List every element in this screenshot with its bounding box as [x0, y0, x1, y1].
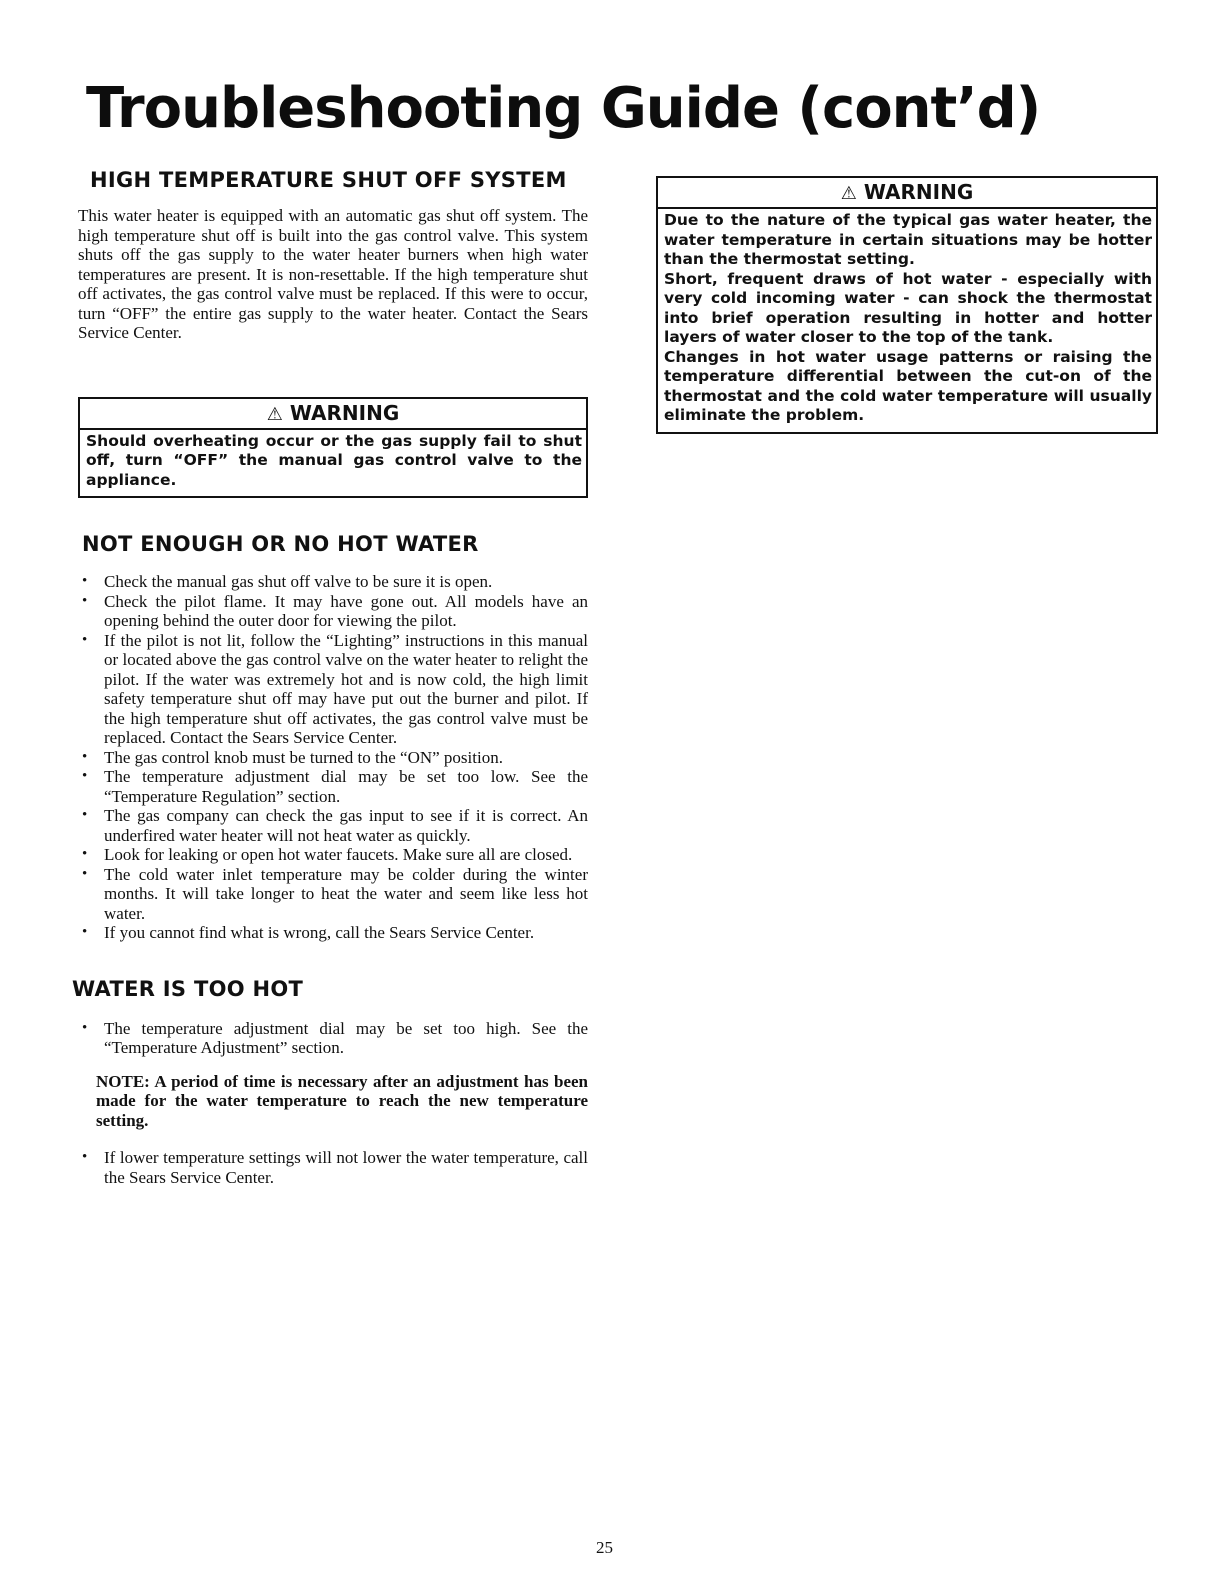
too-hot-heading: WATER IS TOO HOT — [72, 976, 304, 1001]
warning-body-left — [80, 430, 586, 497]
not-enough-heading: NOT ENOUGH OR NO HOT WATER — [82, 532, 479, 556]
high-temperature-section — [78, 168, 588, 343]
not-enough-section — [78, 532, 588, 943]
page-title: Troubleshooting Guide (cont’d) — [86, 76, 1041, 141]
too-hot-list — [78, 1019, 588, 1058]
right-column — [656, 176, 1158, 434]
warning-text-left: Should overheating occur or the gas supply fail to shut off, turn “OFF” the manual gas control valve to the appliance. — [86, 431, 582, 489]
warning-paragraph: Short, frequent draws of hot water - especially with very cold incoming water - can shock the thermostat into brief operation resulting in hotter and hotter layers of water closer to the top of the tank. — [664, 269, 1152, 346]
list-item: • The temperature adjustment dial may be set too low. See the “Temperature Regulation” section. — [78, 767, 588, 806]
left-column — [72, 168, 588, 1187]
list-item: • Look for leaking or open hot water faucets. Make sure all are closed. — [78, 845, 588, 865]
warning-label-left: WARNING — [289, 400, 400, 425]
list-item: • If the pilot is not lit, follow the “Lighting” instructions in this manual or located above the gas control valve on the water heater to relight the pilot. If the water was extremely hot and is now cold, the high limit safety temperature shut off may have put out the burner and pilot. If the high temperature shut off activates, the gas control valve must be replaced. Contact the Sears Service Center. — [78, 631, 588, 748]
warning-box-right — [656, 176, 1158, 434]
warning-box-left — [78, 397, 588, 499]
list-item: • Check the pilot flame. It may have gone out. All models have an opening behind the outer door for viewing the pilot. — [78, 592, 588, 631]
list-item: • The temperature adjustment dial may be set too high. See the “Temperature Adjustment” section. — [78, 1019, 588, 1058]
not-enough-list — [78, 572, 588, 943]
list-item: • The gas control knob must be turned to the “ON” position. — [78, 748, 588, 768]
list-item: • The gas company can check the gas input to see if it is correct. An underfired water heater will not heat water as quickly. — [78, 806, 588, 845]
list-item: • The cold water inlet temperature may be colder during the winter months. It will take longer to heat the water and seem like less hot water. — [78, 865, 588, 924]
warning-body-right — [658, 209, 1156, 432]
warning-label-right: WARNING — [863, 180, 974, 204]
list-item: • Check the manual gas shut off valve to be sure it is open. — [78, 572, 588, 592]
warning-paragraph: Due to the nature of the typical gas water heater, the water temperature in certain situations may be hotter than the thermostat setting. — [664, 211, 1152, 268]
list-item: • If you cannot find what is wrong, call the Sears Service Center. — [78, 923, 588, 943]
page-number: 25 — [596, 1538, 613, 1557]
warning-header-right — [658, 178, 1156, 209]
warning-paragraph: Changes in hot water usage patterns or raising the temperature differential between the cut-on of the thermostat and the cold water temperature will usually eliminate the problem. — [664, 347, 1152, 424]
high-temperature-body: This water heater is equipped with an automatic gas shut off system. The high temperature shut off is built into the gas control valve. This system shuts off the gas supply to the water heater burners when high water temperatures are present. It is non-resettable. If the high temperature shut off activates, the gas control valve must be replaced. If this were to occur, turn “OFF” the entire gas supply to the water heater. Contact the Sears Service Center. — [78, 206, 588, 342]
too-hot-list-after — [78, 1148, 588, 1187]
too-hot-note: NOTE: A period of time is necessary after an adjustment has been made for the water temperature to reach the new temperature setting. — [96, 1071, 588, 1130]
list-item: • If lower temperature settings will not lower the water temperature, call the Sears Service Center. — [78, 1148, 588, 1187]
too-hot-section — [72, 976, 588, 1188]
high-temperature-heading: HIGH TEMPERATURE SHUT OFF SYSTEM — [90, 168, 567, 192]
warning-triangle-icon: ⚠ — [840, 183, 857, 204]
warning-header-left — [80, 399, 586, 430]
warning-triangle-icon: ⚠ — [266, 403, 283, 425]
